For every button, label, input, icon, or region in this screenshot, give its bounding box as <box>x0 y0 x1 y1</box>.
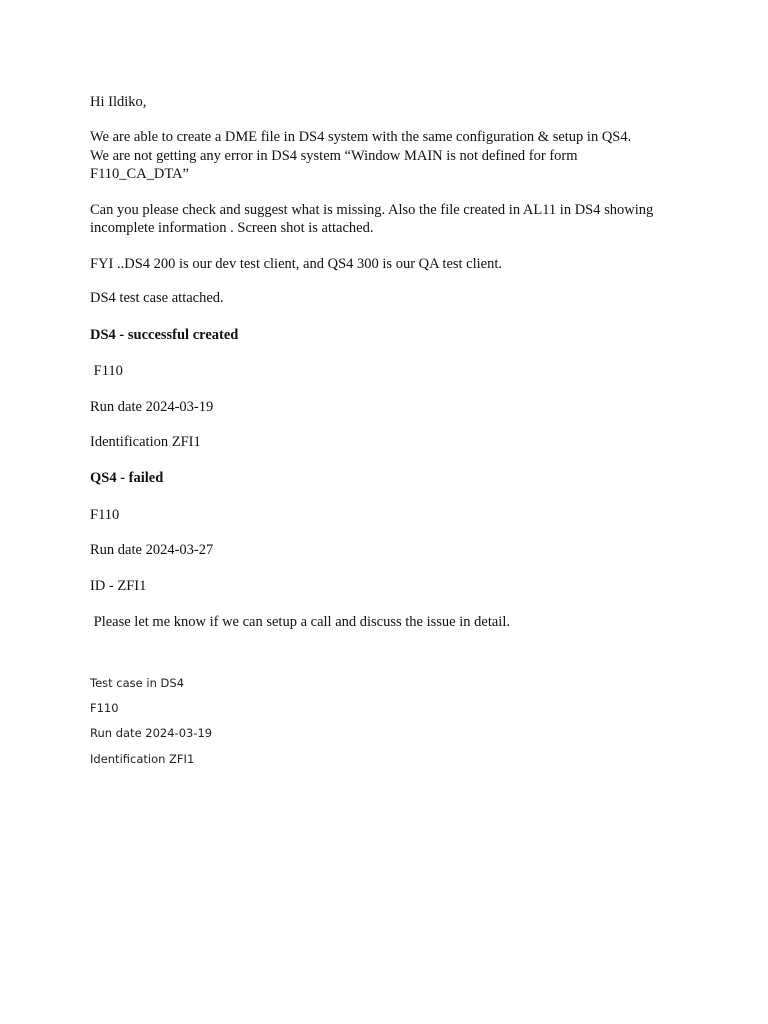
ds4-heading: DS4 - successful created <box>90 327 239 343</box>
greeting: Hi Ildiko, <box>90 94 147 110</box>
ds4-run-date: Run date 2024-03-19 <box>90 399 214 415</box>
qs4-run-date: Run date 2024-03-27 <box>90 542 214 558</box>
fyi-line: FYI ..DS4 200 is our dev test client, and QS4 300 is our QA test client. <box>90 256 503 272</box>
attachment-identification: Identification ZFI1 <box>90 752 195 766</box>
para1-line2: We are not getting any error in DS4 system “Window MAIN is not defined for form <box>90 148 578 164</box>
test-case-note: DS4 test case attached. <box>90 290 224 306</box>
para1-line1: We are able to create a DME file in DS4 system with the same configuration & setup in QS4. <box>90 129 632 145</box>
para2-line2: incomplete information . Screen shot is attached. <box>90 220 374 236</box>
ds4-identification: Identification ZFI1 <box>90 434 201 450</box>
attachment-run-date: Run date 2024-03-19 <box>90 726 213 740</box>
attachment-tcode: F110 <box>90 701 119 715</box>
closing-line: Please let me know if we can setup a call and discuss the issue in detail. <box>90 614 510 630</box>
para2-line1: Can you please check and suggest what is missing. Also the file created in AL11 in DS4 showing <box>90 202 654 218</box>
para1-line3: F110_CA_DTA” <box>90 166 189 182</box>
ds4-tcode: F110 <box>90 363 123 379</box>
qs4-id: ID - ZFI1 <box>90 578 147 594</box>
qs4-heading: QS4 - failed <box>90 470 164 486</box>
qs4-tcode: F110 <box>90 507 120 523</box>
attachment-title: Test case in DS4 <box>90 676 185 690</box>
